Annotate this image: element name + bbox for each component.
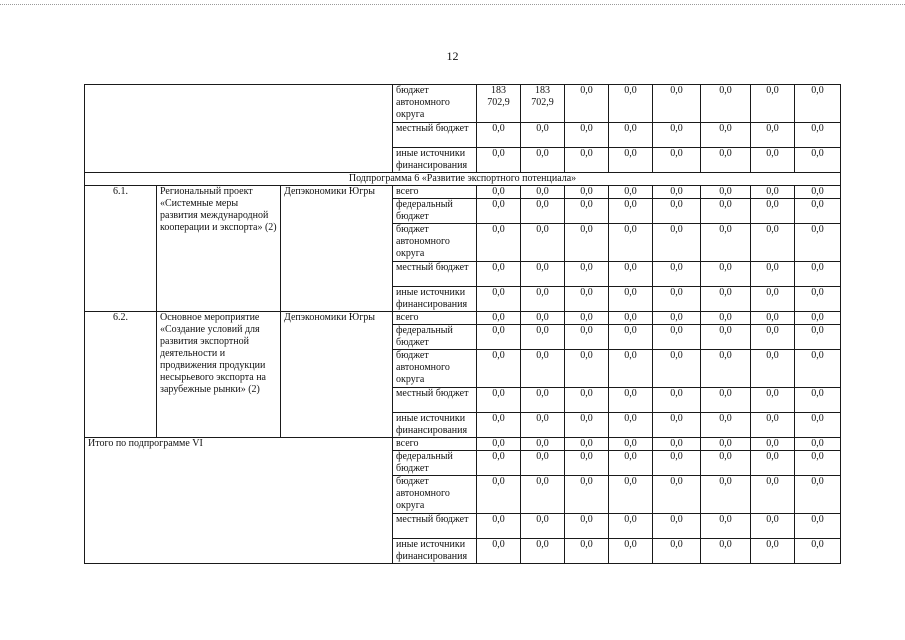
value-cell: 0,0 [701,199,751,224]
value-cell: 0,0 [751,287,795,312]
funding-source-cell: федеральный бюджет [393,325,477,350]
value-cell: 0,0 [521,413,565,438]
value-cell: 0,0 [751,451,795,476]
value-cell: 183 702,9 [477,85,521,123]
value-cell: 0,0 [521,514,565,539]
value-cell: 0,0 [609,85,653,123]
value-cell: 0,0 [751,224,795,262]
value-cell: 0,0 [609,199,653,224]
funding-source-cell: всего [393,438,477,451]
value-cell: 0,0 [477,186,521,199]
value-cell: 0,0 [653,287,701,312]
value-cell: 0,0 [795,514,841,539]
value-cell: 0,0 [521,451,565,476]
value-cell: 0,0 [609,350,653,388]
value-cell: 0,0 [653,350,701,388]
scan-top-edge [0,4,905,5]
value-cell: 0,0 [521,148,565,173]
item-executor: Депэкономики Югры [281,186,393,312]
value-cell: 0,0 [609,312,653,325]
funding-source-cell: бюджет автономного округа [393,85,477,123]
value-cell: 0,0 [795,199,841,224]
value-cell: 0,0 [653,123,701,148]
value-cell: 0,0 [795,312,841,325]
funding-source-cell: местный бюджет [393,262,477,287]
value-cell: 0,0 [565,262,609,287]
value-cell: 0,0 [609,224,653,262]
funding-source-cell: местный бюджет [393,388,477,413]
value-cell: 0,0 [565,85,609,123]
value-cell: 0,0 [795,123,841,148]
table-row [85,312,841,325]
value-cell: 0,0 [795,388,841,413]
value-cell: 0,0 [477,388,521,413]
value-cell: 0,0 [795,350,841,388]
value-cell: 0,0 [701,539,751,564]
value-cell: 0,0 [565,350,609,388]
item-name: Региональный проект «Системные меры развития международной кооперации и экспорта» (2) [157,186,281,312]
value-cell: 0,0 [653,148,701,173]
value-cell: 0,0 [609,514,653,539]
funding-source-cell: федеральный бюджет [393,451,477,476]
value-cell: 0,0 [751,514,795,539]
funding-source-cell: федеральный бюджет [393,199,477,224]
value-cell: 0,0 [477,148,521,173]
value-cell: 0,0 [609,388,653,413]
value-cell: 0,0 [653,224,701,262]
table-row [85,173,841,186]
value-cell: 0,0 [653,514,701,539]
value-cell: 183 702,9 [521,85,565,123]
value-cell: 0,0 [751,388,795,413]
value-cell: 0,0 [653,539,701,564]
value-cell: 0,0 [751,476,795,514]
value-cell: 0,0 [751,186,795,199]
value-cell: 0,0 [565,451,609,476]
value-cell: 0,0 [701,85,751,123]
funding-source-cell: местный бюджет [393,514,477,539]
value-cell: 0,0 [701,186,751,199]
value-cell: 0,0 [565,224,609,262]
value-cell: 0,0 [751,312,795,325]
value-cell: 0,0 [521,123,565,148]
value-cell: 0,0 [521,388,565,413]
value-cell: 0,0 [653,199,701,224]
value-cell: 0,0 [701,224,751,262]
value-cell: 0,0 [521,287,565,312]
value-cell: 0,0 [565,476,609,514]
value-cell: 0,0 [609,148,653,173]
value-cell: 0,0 [701,514,751,539]
value-cell: 0,0 [521,476,565,514]
subprogram-title: Подпрограмма 6 «Развитие экспортного потенциала» [85,173,841,186]
value-cell: 0,0 [477,539,521,564]
value-cell: 0,0 [565,123,609,148]
value-cell: 0,0 [609,438,653,451]
funding-source-cell: иные источники финансирования [393,539,477,564]
value-cell: 0,0 [795,262,841,287]
value-cell: 0,0 [521,186,565,199]
value-cell: 0,0 [751,85,795,123]
value-cell: 0,0 [521,438,565,451]
value-cell: 0,0 [701,287,751,312]
value-cell: 0,0 [653,388,701,413]
item-number: 6.2. [85,312,157,438]
page-number: 12 [446,49,459,63]
value-cell: 0,0 [477,451,521,476]
value-cell: 0,0 [795,438,841,451]
value-cell: 0,0 [751,199,795,224]
value-cell: 0,0 [521,539,565,564]
value-cell: 0,0 [609,123,653,148]
value-cell: 0,0 [609,413,653,438]
value-cell: 0,0 [701,325,751,350]
value-cell: 0,0 [751,438,795,451]
value-cell: 0,0 [565,325,609,350]
value-cell: 0,0 [565,148,609,173]
value-cell: 0,0 [477,350,521,388]
value-cell: 0,0 [565,413,609,438]
value-cell: 0,0 [751,123,795,148]
item-name: Основное мероприятие «Создание условий для развития экспортной деятельности и продвижения продукции несырьевого экспорта на зарубежные рынки» (2) [157,312,281,438]
value-cell: 0,0 [653,451,701,476]
value-cell: 0,0 [795,476,841,514]
value-cell: 0,0 [701,413,751,438]
value-cell: 0,0 [521,199,565,224]
value-cell: 0,0 [795,148,841,173]
funding-source-cell: бюджет автономного округа [393,224,477,262]
value-cell: 0,0 [751,350,795,388]
value-cell: 0,0 [795,224,841,262]
funding-source-cell: иные источники финансирования [393,148,477,173]
value-cell: 0,0 [653,262,701,287]
value-cell: 0,0 [477,312,521,325]
value-cell: 0,0 [701,388,751,413]
value-cell: 0,0 [653,85,701,123]
value-cell: 0,0 [701,123,751,148]
value-cell: 0,0 [565,388,609,413]
funding-source-cell: всего [393,186,477,199]
value-cell: 0,0 [565,539,609,564]
value-cell: 0,0 [701,451,751,476]
value-cell: 0,0 [653,186,701,199]
total-label: Итого по подпрограмме VI [85,438,393,564]
value-cell: 0,0 [653,438,701,451]
value-cell: 0,0 [701,350,751,388]
value-cell: 0,0 [609,451,653,476]
value-cell: 0,0 [565,287,609,312]
value-cell: 0,0 [609,539,653,564]
value-cell: 0,0 [795,287,841,312]
value-cell: 0,0 [521,262,565,287]
value-cell: 0,0 [701,438,751,451]
value-cell: 0,0 [565,186,609,199]
value-cell: 0,0 [751,325,795,350]
funding-source-cell: иные источники финансирования [393,413,477,438]
funding-source-cell: бюджет автономного округа [393,350,477,388]
value-cell: 0,0 [477,287,521,312]
value-cell: 0,0 [751,148,795,173]
funding-source-cell: всего [393,312,477,325]
value-cell: 0,0 [751,413,795,438]
value-cell: 0,0 [477,224,521,262]
value-cell: 0,0 [477,413,521,438]
table-row [85,438,841,451]
value-cell: 0,0 [477,438,521,451]
table-row [85,85,841,123]
funding-source-cell: иные источники финансирования [393,287,477,312]
value-cell: 0,0 [565,312,609,325]
value-cell: 0,0 [477,199,521,224]
value-cell: 0,0 [565,199,609,224]
value-cell: 0,0 [795,451,841,476]
table-body [85,85,841,564]
table-row [85,186,841,199]
value-cell: 0,0 [653,325,701,350]
value-cell: 0,0 [701,476,751,514]
funding-source-cell: местный бюджет [393,123,477,148]
value-cell: 0,0 [521,350,565,388]
financing-table [84,84,841,564]
value-cell: 0,0 [521,224,565,262]
value-cell: 0,0 [795,186,841,199]
continuation-empty-cell [85,85,393,173]
value-cell: 0,0 [477,123,521,148]
item-number: 6.1. [85,186,157,312]
value-cell: 0,0 [477,514,521,539]
value-cell: 0,0 [477,262,521,287]
value-cell: 0,0 [653,413,701,438]
value-cell: 0,0 [653,476,701,514]
value-cell: 0,0 [477,325,521,350]
value-cell: 0,0 [609,325,653,350]
value-cell: 0,0 [795,413,841,438]
item-executor: Депэкономики Югры [281,312,393,438]
value-cell: 0,0 [609,287,653,312]
value-cell: 0,0 [795,85,841,123]
value-cell: 0,0 [701,312,751,325]
value-cell: 0,0 [751,539,795,564]
value-cell: 0,0 [795,325,841,350]
value-cell: 0,0 [565,514,609,539]
value-cell: 0,0 [609,186,653,199]
value-cell: 0,0 [609,476,653,514]
funding-source-cell: бюджет автономного округа [393,476,477,514]
value-cell: 0,0 [701,148,751,173]
value-cell: 0,0 [751,262,795,287]
value-cell: 0,0 [565,438,609,451]
value-cell: 0,0 [609,262,653,287]
value-cell: 0,0 [521,312,565,325]
value-cell: 0,0 [521,325,565,350]
value-cell: 0,0 [795,539,841,564]
value-cell: 0,0 [477,476,521,514]
value-cell: 0,0 [653,312,701,325]
value-cell: 0,0 [701,262,751,287]
